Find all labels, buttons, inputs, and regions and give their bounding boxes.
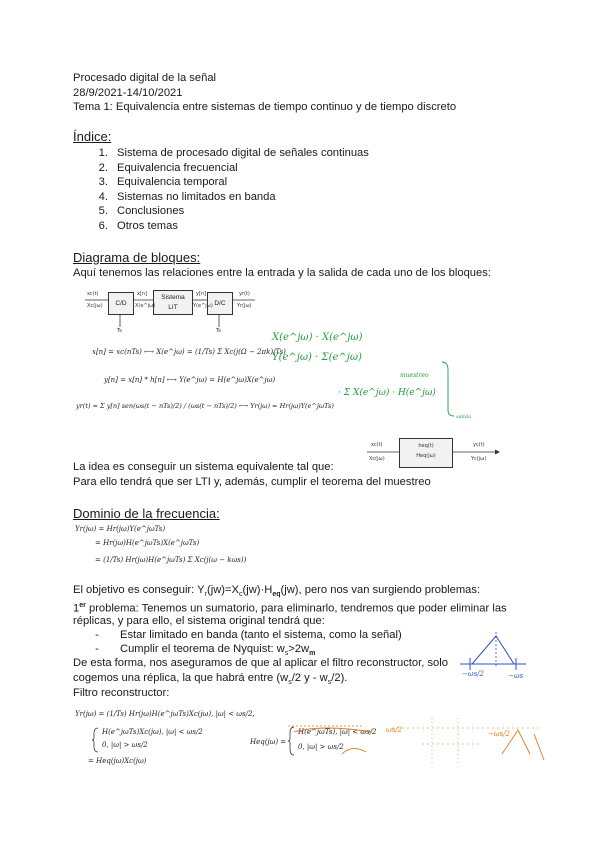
sketch-label: −ωs/2 <box>462 670 484 678</box>
handwritten-note: muestreo <box>400 372 429 379</box>
equation-reconstruction: yr(t) = Σ y[n] sen(ωs(t − nTs)/2) / (ωs(t − nTs)/2) ⟷ Yr(jω) = Hr(jω)Y(e^jωTs) <box>76 402 334 410</box>
freq-equation-line: = (1/Ts) Hr(jω)H(e^jωTs) Σ Xc(j(ω − kωs)) <box>95 556 247 564</box>
diagram-intro: Aquí tenemos las relaciones entre la entrada y la salida de cada uno de los bloques: <box>73 267 491 279</box>
handwritten-note: Y(e^jω) · Σ(e^jω) <box>272 352 362 363</box>
handwritten-note: · Σ X(e^jω) · H(e^jω) <box>338 388 436 398</box>
signal-label: Xc(jω) <box>87 303 103 309</box>
doc-dates: 28/9/2021-14/10/2021 <box>73 87 183 99</box>
handwritten-note: salida <box>456 414 471 420</box>
lti-block-label-1: Sistema <box>161 294 185 301</box>
freq-equation-line: Yr(jω) = Hr(jω)Y(e^jωTs) <box>75 525 166 533</box>
signal-label: yr(t) <box>239 291 250 297</box>
problem-text: 1er problema: Tenemos un sumatorio, para eliminarlo, tendremos que poder eliminar las <box>73 602 507 615</box>
signal-label: yc(t) <box>473 442 485 448</box>
list-item: 6. Otros temas <box>98 219 178 232</box>
heq-case: H(e^jωTs), |ω| < ωs/2 <box>298 728 377 736</box>
handwritten-bracket <box>440 360 460 420</box>
heq-freq-label: Heq(jω) <box>416 453 436 459</box>
orange-annotations <box>282 714 562 770</box>
list-item: 1. Sistema de procesado digital de señales continuas <box>98 147 369 159</box>
signal-label: Xc(jω) <box>369 456 385 462</box>
heq-lhs: Heq(jω) = <box>250 738 287 746</box>
orange-label: ωs/2 <box>386 726 403 734</box>
lti-block <box>153 290 193 315</box>
signal-label: xc(t) <box>371 442 383 448</box>
list-item: 2. Equivalencia frecuencial <box>98 161 238 174</box>
orange-label: −ωs/2 <box>488 730 510 738</box>
objective-text: El objetivo es conseguir: $Y_r(jw)=X_c(jw)\cdot H_{eq}(jw)$, pero nos van surgiendo problemas: <box>73 584 481 599</box>
signal-label: X(e^jω) <box>135 303 156 309</box>
signal-label: Ts <box>117 328 122 334</box>
filter-label: Filtro reconstructor: <box>73 687 170 699</box>
signal-label: x[n] <box>137 291 148 297</box>
sketch-label: −ωs <box>508 672 524 680</box>
signal-label: Y(e^jω) <box>193 303 213 309</box>
dc-block: D/C <box>207 292 233 315</box>
signal-label: Yc(jω) <box>471 456 487 462</box>
signal-label: xc(t) <box>87 291 99 297</box>
list-item: 3. Equivalencia temporal <box>98 176 228 189</box>
conclusion-text-2: cogemos una réplica, la que habrá entre ($w_s/2$ y - $w_s/2$). <box>73 672 348 687</box>
diagram-heading: Diagrama de bloques: <box>73 250 201 265</box>
bullet-item: - Estar limitado en banda (tanto el sistema, como la señal) <box>95 629 402 641</box>
equation-lti: y[n] = x[n] * h[n] ⟷ Y(e^jω) = H(e^jω)X(e^jω) <box>104 376 276 384</box>
block-diagram <box>85 287 285 337</box>
idea-text: La idea es conseguir un sistema equivalente tal que: <box>73 461 334 473</box>
list-item: 5. Conclusiones <box>98 205 185 218</box>
heq-time-label: heq(t) <box>418 443 434 449</box>
doc-title: Procesado digital de la señal <box>73 72 217 84</box>
equation-sampling: x[n] = xc(nTs) ⟷ X(e^jω) = (1/Ts) Σ Xc(j(Ω − 2πk)/Ts) <box>92 348 286 356</box>
frequency-heading: Dominio de la frecuencia: <box>73 506 220 521</box>
freq-equation-line: = Hr(jω)H(e^jωTs)X(e^jωTs) <box>95 539 200 547</box>
signal-label: Yr(jω) <box>237 303 252 309</box>
brace-icon <box>92 727 100 753</box>
problem-text-2: réplicas, y para ello, el sistema original tendrá que: <box>73 615 325 627</box>
piecewise-case: H(e^jωTs)Xc(jω), |ω| < ωs/2 <box>102 728 203 736</box>
cd-block: C/D <box>108 292 134 315</box>
filter-equation-line: = Heq(jω)Xc(jω) <box>88 757 147 765</box>
requirement-text: Para ello tendrá que ser LTI y, además, cumplir el teorema del muestreo <box>73 476 431 488</box>
index-heading: Índice: <box>73 129 112 144</box>
signal-label: y[n] <box>196 291 207 297</box>
piecewise-case: 0, |ω| > ωs/2 <box>102 741 148 749</box>
doc-topic: Tema 1: Equivalencia entre sistemas de tiempo continuo y de tiempo discreto <box>73 101 457 113</box>
heq-case: 0, |ω| > ωs/2 <box>298 743 344 751</box>
signal-label: Ts <box>216 328 221 334</box>
lti-block-label-2: LIT <box>168 304 178 311</box>
index-list <box>86 146 369 234</box>
handwritten-note: X(e^jω) · X(e^jω) <box>272 332 363 343</box>
list-item: 4. Sistemas no limitados en banda <box>98 190 276 203</box>
bullet-item: - Cumplir el teorema de Nyquist: $w_s>2w_m$ <box>95 643 316 658</box>
heq-block <box>399 438 453 468</box>
filter-equation-line: Yr(jω) = (1/Ts) Hr(jω)H(e^jωTs)Xc(jω), |ω| < ωs/2, <box>75 710 255 718</box>
equivalent-system-diagram <box>367 436 517 470</box>
conclusion-text: De esta forma, nos aseguramos de que al aplicar el filtro reconstructor, solo <box>73 657 448 669</box>
